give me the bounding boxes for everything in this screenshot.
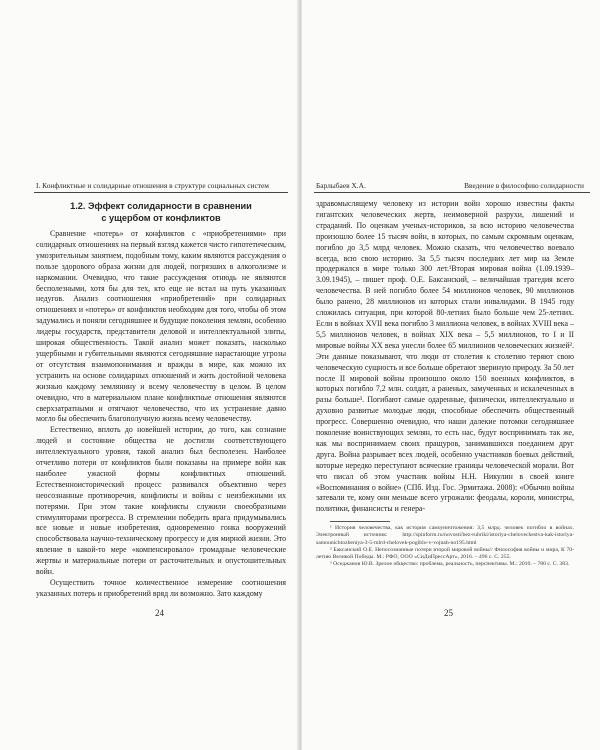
- left-running-head: I. Конфликтные и солидарные отношения в структуре социальных систем: [36, 181, 269, 190]
- paragraph: Естественно, вплоть до новейшей истории, до того, как сознание людей и состояние общества не достигли соответствующего интеллектуального уровня, такой анализ был бесполезен. Наиболее отчетливо потери от конфликтов были показаны на примере войн как наиболее ужасной формы конфликтных отношений. Естественноисторический процесс развивался объективно через неосознанные противоречия, конфликты и войны с неизбежными их потерями. При этом такие конфликты служили своеобразными стимуляторами прогресса. В стремлении победить врага придумывались все новые и новые изобретения, одновременно гонка вооружений способствовала научно-техническому прогрессу и для мирной жизни. Это явление в какой-то мере «компенсировало» громадные человеческие жертвы и материальные потери от расточительных и опустошительных войн.: [36, 425, 286, 577]
- right-header-rule: [314, 192, 590, 193]
- right-page-number: 25: [444, 608, 453, 618]
- left-page: [0, 0, 298, 750]
- left-header-rule: [34, 192, 288, 193]
- footnote: ³ Оседжанов Ю.В. Зрелое общество: проблема, реальность, перспективы. М.: 2010. – 780 с. С. 383.: [330, 561, 570, 568]
- section-heading-line-2: с ущербом от конфликтов: [101, 212, 221, 223]
- footnote-rule: [330, 521, 390, 522]
- footnote: ² Баксанский О.Е. Непосознанные потери второй мировой войны// Философия войны и мира, К 70-летию Великой Победы. М.: РФО, ООО «СиДиПрессАрт», 2016. – 496 с. С. 255.: [316, 546, 574, 561]
- paragraph: Сравнение «потерь» от конфликтов с «приобретениями» при солидарных отношениях на первый взгляд кажется чисто гипотетическим, умозрительным занятием, подобным тому, каким являются рассуждения о пользе здорового образа жизни для людей, погрязших в алкоголизме и наркомании. Очевидно, что такие рассуждения отнюдь не являются бесполезными, хотя бы для тех, кто еще не встал на путь указанных недугов. Анализ соотношения «приобретений» при солидарных отношениях и «потерь» от конфликтов необходим для того, чтобы об этом задумались и поняли сегодняшнее и будущие поколения землян, особенно лидеры государств, представители деловой и интеллектуальной элиты, широкая общественность. Такой анализ может показать, насколько ущербными и губительными являются сегодняшние нарастающие угрозы от отсутствия взаимопонимания и вражды в мире, как можно их устранить на основе солидарных отношений и жить достойной человека жизнью каждому землянину и всему человечеству в целом. В целом очевидно, что в материальном плане конфликтные отношения являются сверхзатратными и отягчают человечество, что их устранение давно могло бы обеспечить благополучную жизнь всему человечеству.: [36, 229, 286, 424]
- footnote: ¹ История человечества, как история самоуничтожения: 3,5 млрд. человек погибло в войнах. Электронный источник: http://spinform.ru/novosti/bez-rubriki/istoriya-chelovechestva-kak-istoriya-samounichtozheniya-3-5-mlrd-chelovek-pogiblo-v-vojnah-no195.html: [316, 525, 574, 546]
- section-heading: [36, 201, 286, 224]
- paragraph: Осуществить точное количественное измерение соотношения указанных потерь и приобретений вряд ли возможно. Зато каждому: [36, 578, 286, 598]
- right-running-head-author: Барлыбаев Х.А.: [316, 181, 366, 190]
- left-text-column: [36, 201, 286, 600]
- right-running-head-title: Введение в философию солидарности: [464, 181, 584, 190]
- paragraph: здравомыслящему человеку из истории войн хорошо известны факты гигантских человеческих жертв, неимоверной разрухи, лишений и страданий. По оценкам ученых-историков, за всю историю человечества произошло более 15 тысяч войн, в которых, по самым скромным оценкам, погибло до 3,5 млрд человек. Можно сказать, что человечество воевало всегда, всю свою историю. За 5,5 тысяч последних лет мир на Земле продержался в мире только 300 лет.¹Вторая мировая война (1.09.1939–3.09.1945), – пишет проф. О.Е. Баксанский, – величайшая трагедия всего человечества. В ней погибло более 54 миллионов человек, 90 миллионов было ранено, 28 миллионов из которых стали инвалидами. В 1945 году сложилась ситуация, при которой 80-летних было больше чем 25-летних. Если в войнах XVII века погибло 3 миллиона человек, в войнах XVIII века – 5,5 миллионов человек, в войнах XIX века – 5,5 миллионов, то I и II мировые войны XX века унесли более 65 миллионов человеческих жизней². Эти данные показывают, что люди от столетия к столетию теряют свою человеческую сущность и все больше обретают звериную природу. За 50 лет после II мировой войны произошло около 150 военных конфликтов, в которых погибло 7,2 млн. солдат, а раненых, замученных и искалеченных в разы больше³. Погибают самые одаренные, физически, интеллектуально и духовно развитые молодые люди, способные обеспечить общественный прогресс. Совершенно очевидно, что наши далекие потомки сегодняшнее поколение воинствующих землян, то есть нас, будут воспринимать так же, как мы воспринимаем своих пращуров, занимавшихся поеданием друг друга. Война разрывает всех людей, особенно участников боевых действий, которые нередко переступают всячеcкие границы человеческой морали. Вот что писал об этом участник войны Н.Н. Никулин в своей книге «Воспоминания о войне» (СПб. Изд. Гос. Эрмитажа. 2008): «Обычно войны затевали те, кому они меньше всего угрожали: феодалы, короли, министры, политики, финансисты и генера-: [316, 199, 574, 514]
- section-heading-line-1: 1.2. Эффект солидарности в сравнении: [70, 201, 252, 211]
- left-page-number: 24: [155, 608, 164, 618]
- right-text-column: [316, 199, 574, 569]
- right-page: [302, 0, 600, 750]
